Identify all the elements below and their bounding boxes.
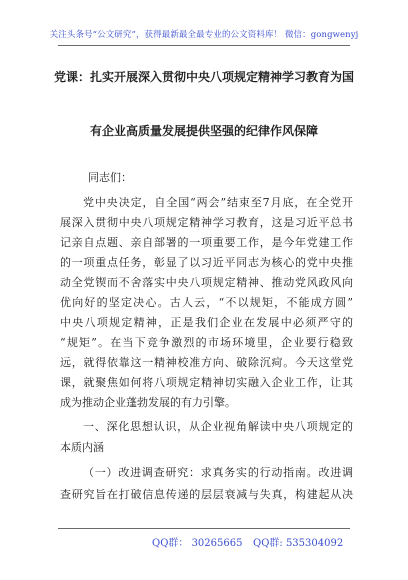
paragraph-line: 课，就聚焦如何将八项规定精神切实融入企业工作，让其 (60, 376, 353, 389)
paragraph-line: 记亲自点题、亲自部署的一项重要工作，是今年党建工作 (60, 236, 353, 249)
header-note: 关注头条号“公文研究”，获得最新最全最专业的公文资料库！ 微信：gongwenyj (49, 30, 359, 40)
greeting: 同志们： (88, 171, 132, 184)
paragraph-line: 成为推动企业蓬勃发展的有力引擎。 (60, 396, 236, 409)
paragraph-line: （一）改进调查研究：求真务实的行动指南。改进调 (83, 466, 353, 479)
section-heading-line: 本质内涵 (60, 441, 104, 454)
paragraph-line: 展深入贯彻中央八项规定精神学习教育，这是习近平总书 (60, 216, 353, 229)
paragraph-line: 优向好的坚定决心。古人云，“不以规矩，不能成方圆” (60, 296, 353, 309)
document-title-line-2: 有企业高质量发展提供坚强的纪律作风保障 (89, 124, 318, 138)
footer-qq-group-2: QQ群: 535304092 (253, 538, 344, 549)
paragraph-line: 党中央决定，自全国“两会”结束至7月底，在全党开 (83, 196, 353, 209)
paragraph-line: 的一项重点任务，彰显了以习近平同志为核心的党中央推 (60, 256, 353, 269)
footer-divider (58, 528, 350, 529)
paragraph-line: 中央八项规定精神，正是我们企业在发展中必须严守的 (60, 316, 353, 329)
document-title-line-1: 党课：扎实开展深入贯彻中央八项规定精神学习教育为国 (53, 70, 354, 84)
paragraph-line: 远，就得依靠这一精神校准方向、破除沉疴。今天这堂党 (60, 356, 353, 369)
paragraph-line: “规矩”。在当下竞争激烈的市场环境里，企业要行稳致 (60, 336, 353, 349)
section-heading-line: 一、深化思想认识，从企业视角解读中央八项规定的 (83, 420, 353, 433)
header-divider (58, 45, 350, 46)
paragraph-line: 动全党锲而不舍落实中央八项规定精神、推动党风政风向 (60, 276, 353, 289)
footer-qq-group-1: QQ群： 30265665 (152, 538, 243, 549)
paragraph-line: 查研究旨在打破信息传递的层层衰减与失真，构建起从决 (60, 488, 353, 501)
